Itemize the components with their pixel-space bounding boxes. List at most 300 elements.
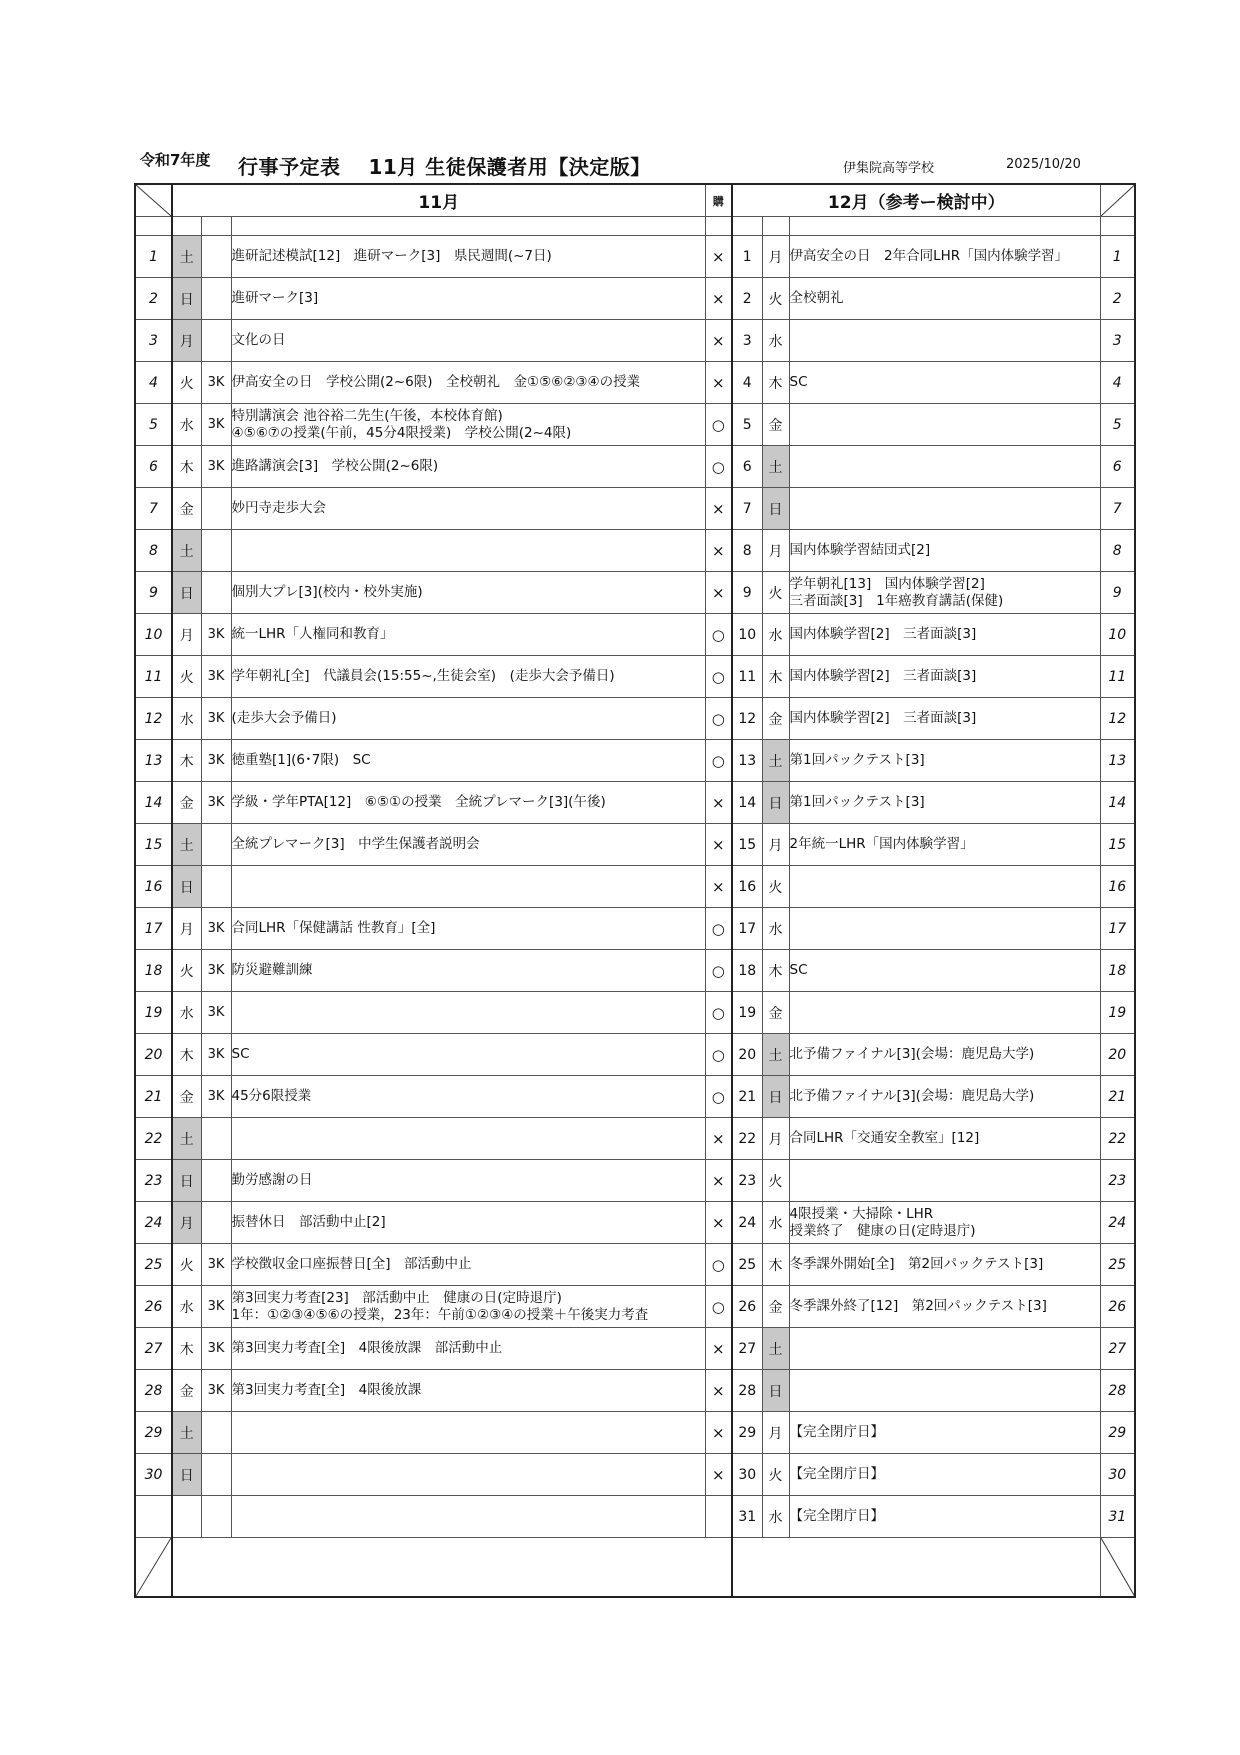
- nov-class-tag: [201, 278, 231, 320]
- dec-event: 北予備ファイナル[3](会場：鹿児島大学): [789, 1076, 1100, 1118]
- dec-event: [789, 866, 1100, 908]
- dec-weekday: 火: [762, 572, 789, 614]
- header-corner-right: [1100, 184, 1135, 217]
- nov-event: 進研記述模試[12] 進研マーク[3] 県民週間(~7日): [231, 236, 705, 278]
- nov-day-number: 10: [135, 614, 172, 656]
- nov-day-number: 23: [135, 1160, 172, 1202]
- schedule-row: [135, 1286, 1135, 1328]
- dec-event: 国内体験学習結団式[2]: [789, 530, 1100, 572]
- schedule-row: [135, 1160, 1135, 1202]
- schedule-row: [135, 320, 1135, 362]
- purchase-mark: ○: [705, 908, 732, 950]
- dec-weekday: 木: [762, 362, 789, 404]
- nov-class-tag: 3K: [201, 740, 231, 782]
- purchase-mark: ○: [705, 698, 732, 740]
- dec-day-index: 11: [1100, 656, 1135, 698]
- schedule-row: [135, 236, 1135, 278]
- nov-class-tag: 3K: [201, 614, 231, 656]
- dec-weekday: 木: [762, 656, 789, 698]
- dec-day-number: 19: [732, 992, 762, 1034]
- dec-day-number: 16: [732, 866, 762, 908]
- dec-day-number: 5: [732, 404, 762, 446]
- nov-day-number: 7: [135, 488, 172, 530]
- nov-day-number: 16: [135, 866, 172, 908]
- dec-day-number: 27: [732, 1328, 762, 1370]
- nov-weekday: 火: [172, 1244, 201, 1286]
- dec-day-index: 24: [1100, 1202, 1135, 1244]
- schedule-row: [135, 1034, 1135, 1076]
- nov-day-number: 1: [135, 236, 172, 278]
- dec-event: [789, 320, 1100, 362]
- nov-day-number: 27: [135, 1328, 172, 1370]
- nov-class-tag: 3K: [201, 1076, 231, 1118]
- schedule-row: [135, 740, 1135, 782]
- dec-event: [789, 404, 1100, 446]
- nov-event: 全統プレマーク[3] 中学生保護者説明会: [231, 824, 705, 866]
- dec-event: [789, 1328, 1100, 1370]
- nov-class-tag: [201, 824, 231, 866]
- schedule-row: [135, 908, 1135, 950]
- purchase-mark: ○: [705, 992, 732, 1034]
- dec-weekday: 土: [762, 1328, 789, 1370]
- nov-class-tag: [201, 572, 231, 614]
- schedule-row: [135, 446, 1135, 488]
- dec-event: [789, 1370, 1100, 1412]
- nov-day-number: 9: [135, 572, 172, 614]
- nov-day-number: 18: [135, 950, 172, 992]
- dec-day-index: 1: [1100, 236, 1135, 278]
- dec-day-number: 24: [732, 1202, 762, 1244]
- nov-day-number: 2: [135, 278, 172, 320]
- nov-event: [231, 1496, 705, 1538]
- schedule-row: [135, 572, 1135, 614]
- dec-day-index: 29: [1100, 1412, 1135, 1454]
- nov-class-tag: [201, 236, 231, 278]
- nov-weekday: 土: [172, 530, 201, 572]
- purchase-mark: ○: [705, 950, 732, 992]
- dec-day-index: 18: [1100, 950, 1135, 992]
- dec-event: [789, 992, 1100, 1034]
- dec-day-number: 14: [732, 782, 762, 824]
- nov-event: SC: [231, 1034, 705, 1076]
- dec-weekday: 金: [762, 404, 789, 446]
- fiscal-year: 令和7年度: [140, 151, 211, 169]
- nov-event: 妙円寺走歩大会: [231, 488, 705, 530]
- purchase-mark: ○: [705, 1244, 732, 1286]
- nov-event: [231, 1454, 705, 1496]
- dec-event: 2年統一LHR「国内体験学習」: [789, 824, 1100, 866]
- nov-weekday: 土: [172, 1118, 201, 1160]
- dec-day-index: 28: [1100, 1370, 1135, 1412]
- dec-event: 第1回パックテスト[3]: [789, 782, 1100, 824]
- dec-day-index: 31: [1100, 1496, 1135, 1538]
- schedule-row: [135, 1412, 1135, 1454]
- nov-event: 45分6限授業: [231, 1076, 705, 1118]
- nov-event: 学級・学年PTA[12] ⑥⑤①の授業 全統プレマーク[3](午後): [231, 782, 705, 824]
- dec-day-number: 25: [732, 1244, 762, 1286]
- nov-day-number: [135, 1496, 172, 1538]
- nov-event: 統一LHR「人権同和教育」: [231, 614, 705, 656]
- dec-weekday: 水: [762, 614, 789, 656]
- dec-day-number: 28: [732, 1370, 762, 1412]
- footer-row: [135, 1538, 1135, 1598]
- nov-class-tag: 3K: [201, 446, 231, 488]
- header-row: [135, 184, 1135, 217]
- nov-weekday: 木: [172, 1328, 201, 1370]
- nov-event: 進研マーク[3]: [231, 278, 705, 320]
- nov-event: 進路講演会[3] 学校公開(2~6限): [231, 446, 705, 488]
- dec-event: [789, 488, 1100, 530]
- purchase-mark: ○: [705, 446, 732, 488]
- nov-event: [231, 992, 705, 1034]
- dec-day-index: 17: [1100, 908, 1135, 950]
- dec-day-index: 4: [1100, 362, 1135, 404]
- dec-event: 冬季課外終了[12] 第2回パックテスト[3]: [789, 1286, 1100, 1328]
- nov-class-tag: [201, 1202, 231, 1244]
- nov-weekday: 水: [172, 1286, 201, 1328]
- dec-event: 冬季課外開始[全] 第2回パックテスト[3]: [789, 1244, 1100, 1286]
- dec-event: 北予備ファイナル[3](会場：鹿児島大学): [789, 1034, 1100, 1076]
- dec-day-index: 15: [1100, 824, 1135, 866]
- schedule-row: [135, 1076, 1135, 1118]
- nov-weekday: 金: [172, 782, 201, 824]
- schedule-row: [135, 992, 1135, 1034]
- nov-class-tag: [201, 866, 231, 908]
- purchase-mark: ×: [705, 824, 732, 866]
- header-corner-left: [135, 184, 172, 217]
- dec-weekday: 月: [762, 824, 789, 866]
- nov-event: 第3回実力考査[全] 4限後放課: [231, 1370, 705, 1412]
- schedule-row: [135, 1118, 1135, 1160]
- purchase-mark: ×: [705, 1202, 732, 1244]
- purchase-mark: ×: [705, 278, 732, 320]
- dec-event: 【完全閉庁日】: [789, 1496, 1100, 1538]
- purchase-mark: ×: [705, 488, 732, 530]
- schedule-row: [135, 278, 1135, 320]
- dec-day-index: 5: [1100, 404, 1135, 446]
- schedule-row: [135, 656, 1135, 698]
- nov-weekday: 火: [172, 656, 201, 698]
- schedule-row: [135, 1454, 1135, 1496]
- dec-event: 【完全閉庁日】: [789, 1412, 1100, 1454]
- dec-event: 合同LHR「交通安全教室」[12]: [789, 1118, 1100, 1160]
- schedule-row: [135, 824, 1135, 866]
- purchase-mark: ×: [705, 1118, 732, 1160]
- dec-event: 4限授業・大掃除・LHR 授業終了 健康の日(定時退庁): [789, 1202, 1100, 1244]
- nov-class-tag: [201, 1412, 231, 1454]
- dec-day-number: 3: [732, 320, 762, 362]
- dec-day-index: 6: [1100, 446, 1135, 488]
- nov-event: [231, 1412, 705, 1454]
- schedule-row: [135, 1496, 1135, 1538]
- nov-event: 合同LHR「保健講話 性教育」[全]: [231, 908, 705, 950]
- dec-weekday: 金: [762, 992, 789, 1034]
- dec-day-index: 19: [1100, 992, 1135, 1034]
- dec-event: [789, 446, 1100, 488]
- nov-day-number: 17: [135, 908, 172, 950]
- purchase-mark: ×: [705, 1370, 732, 1412]
- schedule-table-wrapper: [134, 183, 1136, 1598]
- nov-event: 徳重塾[1](6･7限) SC: [231, 740, 705, 782]
- dec-day-number: 17: [732, 908, 762, 950]
- dec-weekday: 月: [762, 530, 789, 572]
- nov-class-tag: 3K: [201, 656, 231, 698]
- dec-day-index: 22: [1100, 1118, 1135, 1160]
- dec-weekday: 木: [762, 1244, 789, 1286]
- purchase-mark: ×: [705, 236, 732, 278]
- schedule-table: [134, 183, 1136, 1598]
- dec-weekday: 日: [762, 1370, 789, 1412]
- dec-event: 学年朝礼[13] 国内体験学習[2] 三者面談[3] 1年癌教育講話(保健): [789, 572, 1100, 614]
- nov-weekday: 日: [172, 1454, 201, 1496]
- dec-event: 伊高安全の日 2年合同LHR「国内体験学習」: [789, 236, 1100, 278]
- nov-weekday: 土: [172, 824, 201, 866]
- dec-weekday: 日: [762, 488, 789, 530]
- purchase-mark: ×: [705, 1328, 732, 1370]
- nov-day-number: 12: [135, 698, 172, 740]
- dec-day-index: 27: [1100, 1328, 1135, 1370]
- dec-day-index: 8: [1100, 530, 1135, 572]
- dec-event: SC: [789, 362, 1100, 404]
- nov-weekday: 土: [172, 1412, 201, 1454]
- dec-day-number: 23: [732, 1160, 762, 1202]
- nov-day-number: 28: [135, 1370, 172, 1412]
- dec-day-number: 26: [732, 1286, 762, 1328]
- purchase-mark: ×: [705, 866, 732, 908]
- purchase-mark: ○: [705, 614, 732, 656]
- schedule-row: [135, 488, 1135, 530]
- nov-day-number: 29: [135, 1412, 172, 1454]
- dec-event: [789, 1160, 1100, 1202]
- dec-event: SC: [789, 950, 1100, 992]
- subheader-row: [135, 217, 1135, 236]
- nov-weekday: 木: [172, 740, 201, 782]
- dec-weekday: 木: [762, 950, 789, 992]
- nov-event: 伊高安全の日 学校公開(2~6限) 全校朝礼 金①⑤⑥②③④の授業: [231, 362, 705, 404]
- nov-weekday: 火: [172, 950, 201, 992]
- nov-event: (走歩大会予備日): [231, 698, 705, 740]
- nov-weekday: 木: [172, 446, 201, 488]
- nov-class-tag: [201, 488, 231, 530]
- issue-date: 2025/10/20: [1006, 157, 1081, 172]
- dec-weekday: 土: [762, 446, 789, 488]
- nov-day-number: 15: [135, 824, 172, 866]
- footer-december-notes: [732, 1538, 1100, 1598]
- nov-class-tag: 3K: [201, 1286, 231, 1328]
- nov-class-tag: 3K: [201, 950, 231, 992]
- nov-weekday: 月: [172, 614, 201, 656]
- dec-day-number: 9: [732, 572, 762, 614]
- dec-weekday: 火: [762, 1454, 789, 1496]
- dec-day-number: 1: [732, 236, 762, 278]
- purchase-mark: ×: [705, 1160, 732, 1202]
- nov-class-tag: [201, 530, 231, 572]
- nov-weekday: 土: [172, 236, 201, 278]
- december-header: 12月（参考ー検討中）: [732, 184, 1100, 217]
- nov-class-tag: 3K: [201, 1244, 231, 1286]
- nov-day-number: 13: [135, 740, 172, 782]
- dec-day-index: 14: [1100, 782, 1135, 824]
- dec-day-number: 30: [732, 1454, 762, 1496]
- dec-event: 国内体験学習[2] 三者面談[3]: [789, 656, 1100, 698]
- dec-day-number: 4: [732, 362, 762, 404]
- dec-day-index: 30: [1100, 1454, 1135, 1496]
- nov-weekday: 金: [172, 488, 201, 530]
- nov-day-number: 11: [135, 656, 172, 698]
- dec-weekday: 水: [762, 1202, 789, 1244]
- nov-event: 第3回実力考査[全] 4限後放課 部活動中止: [231, 1328, 705, 1370]
- purchase-mark: ×: [705, 320, 732, 362]
- dec-day-index: 12: [1100, 698, 1135, 740]
- dec-weekday: 水: [762, 908, 789, 950]
- dec-day-number: 22: [732, 1118, 762, 1160]
- nov-weekday: 水: [172, 698, 201, 740]
- nov-day-number: 4: [135, 362, 172, 404]
- dec-weekday: 月: [762, 236, 789, 278]
- nov-weekday: 日: [172, 278, 201, 320]
- nov-day-number: 25: [135, 1244, 172, 1286]
- nov-class-tag: 3K: [201, 782, 231, 824]
- schedule-row: [135, 404, 1135, 446]
- nov-day-number: 19: [135, 992, 172, 1034]
- dec-day-index: 13: [1100, 740, 1135, 782]
- dec-day-number: 20: [732, 1034, 762, 1076]
- nov-weekday: 月: [172, 320, 201, 362]
- purchase-mark: ○: [705, 1034, 732, 1076]
- nov-weekday: 水: [172, 992, 201, 1034]
- nov-weekday: 月: [172, 908, 201, 950]
- purchase-mark: ×: [705, 1412, 732, 1454]
- nov-day-number: 24: [135, 1202, 172, 1244]
- dec-weekday: 月: [762, 1412, 789, 1454]
- nov-weekday: 日: [172, 572, 201, 614]
- dec-day-index: 20: [1100, 1034, 1135, 1076]
- nov-day-number: 14: [135, 782, 172, 824]
- nov-event: [231, 530, 705, 572]
- november-header: 11月: [172, 184, 705, 217]
- schedule-row: [135, 1370, 1135, 1412]
- nov-event: [231, 1118, 705, 1160]
- schedule-row: [135, 698, 1135, 740]
- nov-class-tag: 3K: [201, 698, 231, 740]
- dec-day-number: 21: [732, 1076, 762, 1118]
- dec-day-index: 21: [1100, 1076, 1135, 1118]
- nov-event: 特別講演会 池谷裕二先生(午後，本校体育館) ④⑤⑥⑦の授業(午前，45分4限授業) 学校公開(2~4限): [231, 404, 705, 446]
- dec-weekday: 水: [762, 1496, 789, 1538]
- dec-weekday: 月: [762, 1118, 789, 1160]
- nov-class-tag: [201, 1454, 231, 1496]
- nov-weekday: 金: [172, 1370, 201, 1412]
- dec-day-index: 9: [1100, 572, 1135, 614]
- nov-day-number: 20: [135, 1034, 172, 1076]
- dec-event: 国内体験学習[2] 三者面談[3]: [789, 698, 1100, 740]
- purchase-mark: ○: [705, 656, 732, 698]
- dec-weekday: 日: [762, 1076, 789, 1118]
- dec-weekday: 火: [762, 866, 789, 908]
- dec-weekday: 火: [762, 1160, 789, 1202]
- nov-event: 勤労感謝の日: [231, 1160, 705, 1202]
- nov-class-tag: [201, 1118, 231, 1160]
- purchase-mark: ○: [705, 740, 732, 782]
- dec-day-index: 7: [1100, 488, 1135, 530]
- dec-day-number: 6: [732, 446, 762, 488]
- footer-corner-left: [135, 1538, 172, 1598]
- dec-event: 国内体験学習[2] 三者面談[3]: [789, 614, 1100, 656]
- nov-weekday: 木: [172, 1034, 201, 1076]
- nov-weekday: 火: [172, 362, 201, 404]
- dec-day-index: 26: [1100, 1286, 1135, 1328]
- schedule-row: [135, 530, 1135, 572]
- footer-corner-right: [1100, 1538, 1135, 1598]
- nov-event: 学校徴収金口座振替日[全] 部活動中止: [231, 1244, 705, 1286]
- dec-day-number: 2: [732, 278, 762, 320]
- nov-class-tag: 3K: [201, 992, 231, 1034]
- schedule-row: [135, 866, 1135, 908]
- dec-event: 全校朝礼: [789, 278, 1100, 320]
- nov-class-tag: 3K: [201, 1328, 231, 1370]
- nov-event: 学年朝礼[全] 代議員会(15:55~,生徒会室) (走歩大会予備日): [231, 656, 705, 698]
- nov-day-number: 21: [135, 1076, 172, 1118]
- dec-day-number: 15: [732, 824, 762, 866]
- dec-day-index: 25: [1100, 1244, 1135, 1286]
- dec-day-number: 10: [732, 614, 762, 656]
- nov-weekday: 金: [172, 1076, 201, 1118]
- dec-event: 【完全閉庁日】: [789, 1454, 1100, 1496]
- nov-day-number: 22: [135, 1118, 172, 1160]
- nov-class-tag: [201, 1160, 231, 1202]
- purchase-mark: ×: [705, 362, 732, 404]
- school-name: 伊集院高等学校: [843, 161, 935, 176]
- nov-weekday: 水: [172, 404, 201, 446]
- dec-event: [789, 908, 1100, 950]
- dec-day-number: 8: [732, 530, 762, 572]
- dec-day-number: 13: [732, 740, 762, 782]
- mark-header: 購: [705, 184, 732, 217]
- dec-weekday: 日: [762, 782, 789, 824]
- dec-weekday: 火: [762, 278, 789, 320]
- dec-day-index: 2: [1100, 278, 1135, 320]
- schedule-row: [135, 1328, 1135, 1370]
- dec-weekday: 水: [762, 320, 789, 362]
- nov-day-number: 6: [135, 446, 172, 488]
- nov-event: 個別大プレ[3](校内・校外実施): [231, 572, 705, 614]
- nov-class-tag: 3K: [201, 404, 231, 446]
- nov-event: 防災避難訓練: [231, 950, 705, 992]
- nov-class-tag: 3K: [201, 1370, 231, 1412]
- dec-day-index: 3: [1100, 320, 1135, 362]
- dec-weekday: 金: [762, 698, 789, 740]
- nov-day-number: 30: [135, 1454, 172, 1496]
- purchase-mark: ○: [705, 1286, 732, 1328]
- nov-day-number: 3: [135, 320, 172, 362]
- schedule-row: [135, 950, 1135, 992]
- purchase-mark: ×: [705, 572, 732, 614]
- dec-day-index: 23: [1100, 1160, 1135, 1202]
- footer-november-notes: [172, 1538, 732, 1598]
- dec-weekday: 土: [762, 1034, 789, 1076]
- nov-weekday: [172, 1496, 201, 1538]
- dec-day-number: 12: [732, 698, 762, 740]
- schedule-row: [135, 362, 1135, 404]
- purchase-mark: ×: [705, 1454, 732, 1496]
- nov-event: [231, 866, 705, 908]
- nov-class-tag: 3K: [201, 908, 231, 950]
- nov-event: 振替休日 部活動中止[2]: [231, 1202, 705, 1244]
- dec-day-number: 11: [732, 656, 762, 698]
- nov-class-tag: [201, 320, 231, 362]
- dec-day-index: 10: [1100, 614, 1135, 656]
- purchase-mark: ×: [705, 782, 732, 824]
